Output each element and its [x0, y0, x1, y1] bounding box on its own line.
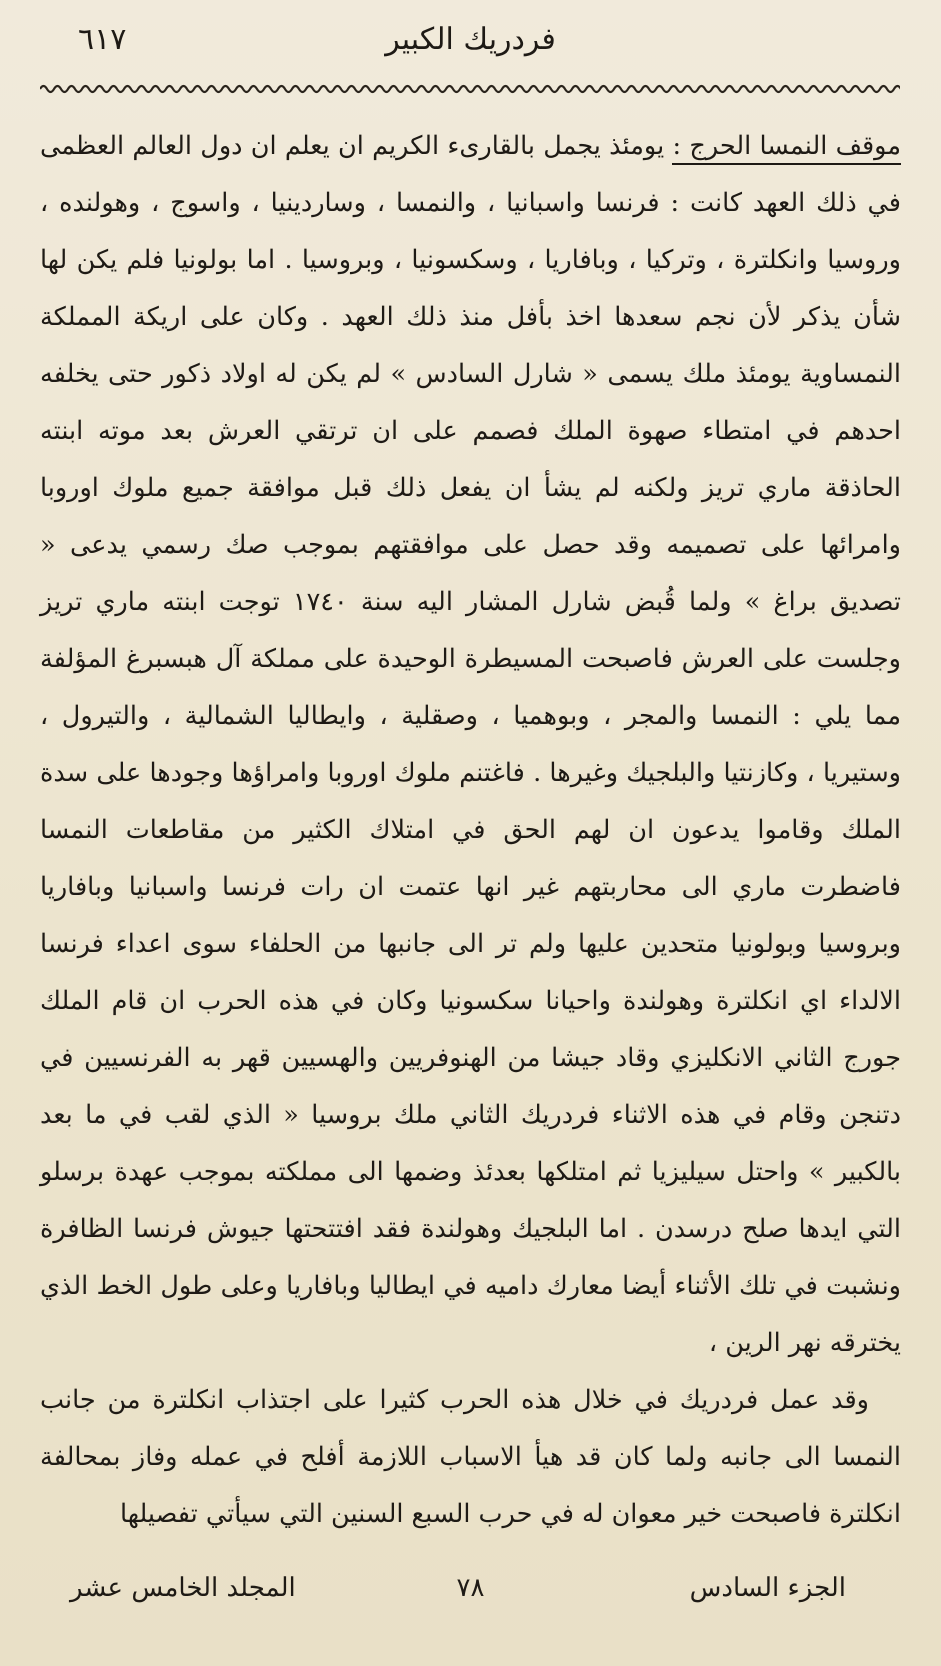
article-body [40, 118, 901, 1543]
footer-sheet-number: ٧٨ [456, 1573, 485, 1603]
wavy-divider-rule [40, 82, 900, 96]
paragraph-text: وقد عمل فردريك في خلال هذه الحرب كثيرا على اجتذاب انكلترة من جانب النمسا الى جانبه ولما كان قد هيأ الاسباب اللازمة أفلح في عمله وفاز بمحالفة انكلترة فاصبحت خير معوان له في حرب السبع السنين التي سيأتي تفصيلها [40, 1385, 901, 1529]
paragraph-text: يومئذ يجمل بالقارىء الكريم ان يعلم ان دول العالم العظمى في ذلك العهد كانت : فرنسا واسبانيا ، والنمسا ، وساردينيا ، واسوج ، وهولنده ، وروسيا وانكلترة ، وتركيا ، وبافاريا ، وسكسونيا ، وبروسيا . اما بولونيا فلم يكن لها شأن يذكر لأن نجم سعدها اخذ بأفل منذ ذلك العهد . وكان على اريكة المملكة النمساوية يومئذ ملك يسمى « شارل السادس » لم يكن له اولاد ذكور حتى يخلفه احدهم في امتطاء صهوة الملك فصمم على ان ترتقي العرش بعد موته ابنته الحاذقة ماري تريز ولكنه لم يشأ ان يفعل ذلك قبل موافقة جميع ملوك اوروبا وامرائها على تصميمه وقد حصل على موافقتهم بموجب صك رسمي يدعى « تصديق براغ » ولما قُبض شارل المشار اليه سنة ١٧٤٠ توجت ابنته ماري تريز وجلست على العرش فاصبحت المسيطرة الوحيدة على مملكة آل هبسبرغ المؤلفة مما يلي : النمسا والمجر ، وبوهميا ، وصقلية ، وايطاليا الشمالية ، والتيرول ، وستيريا ، وكازنتيا والبلجيك وغيرها . فاغتنم ملوك اوروبا وامراؤها وجودها على سدة الملك وقاموا يدعون ان لهم الحق في امتلاك الكثير من مقاطعات النمسا فاضطرت ماري الى محاربتهم غير انها عتمت ان رات فرنسا واسبانيا وبافاريا وبروسيا وبولونيا متحدين عليها ولم تر الى جانبها من الحلفاء سوى اعداء فرنسا الالداء اي انكلترة وهولندة واحيانا سكسونيا وكان في هذه الحرب ان قام الملك جورج الثاني الانكليزي وقاد جيشا من الهنوفريين والهسيين قهر به الفرنسيين في دتنجن وقام في هذه الاثناء فردريك الثاني ملك بروسيا « الذي لقب في ما بعد بالكبير » واحتل سيليزيا ثم امتلكها بعدئذ وضمها الى مملكته بموجب عهدة برسلو التي ايدها صلح درسدن . اما البلجيك وهولندة فقد افتتحتها جيوش فرنسا الظافرة ونشبت في تلك الأثناء أيضا معارك داميه في ايطاليا وبافاريا وعلى طول الخط الذي يخترقه نهر الرين ، [40, 131, 901, 1358]
running-title: فردريك الكبير [385, 22, 556, 57]
paragraph [40, 118, 901, 1372]
page-number: ٦١٧ [78, 22, 127, 57]
footer-part-label: الجزء السادس [689, 1573, 846, 1603]
page-footer [40, 1570, 901, 1610]
side-heading: موقف النمسا الحرج : [672, 131, 901, 165]
page-header [40, 18, 901, 68]
footer-volume-label: المجلد الخامس عشر [70, 1573, 296, 1603]
paragraph [40, 1372, 901, 1543]
